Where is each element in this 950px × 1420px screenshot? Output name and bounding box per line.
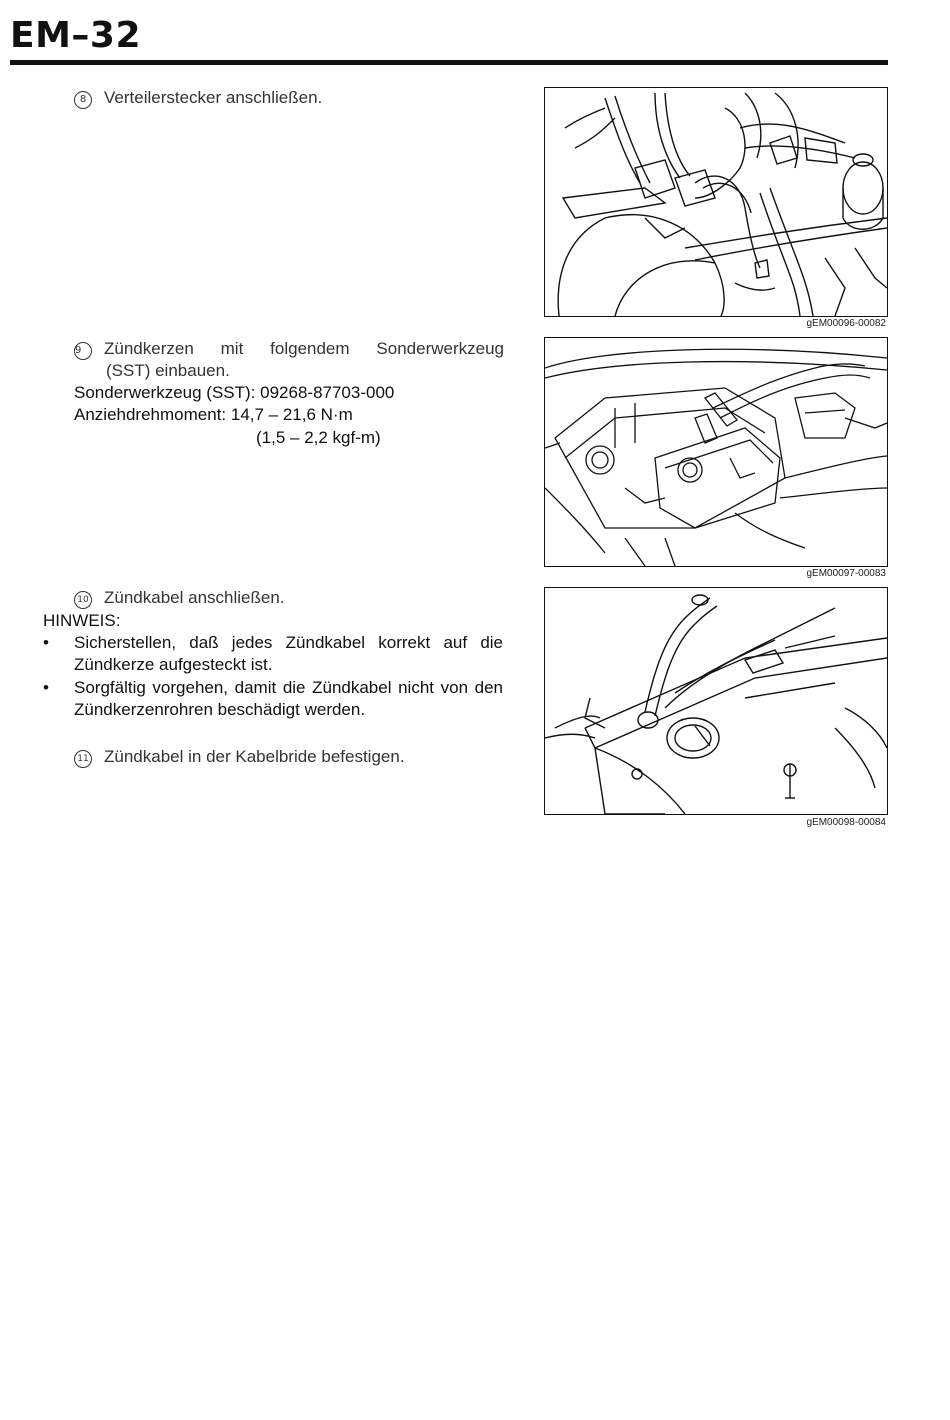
note-item xyxy=(43,632,503,676)
step-text: Verteilerstecker anschließen. xyxy=(104,88,323,107)
step-number: 11 xyxy=(74,750,92,768)
bullet-icon: • xyxy=(43,633,49,652)
note-text: Sorgfältig vorgehen, damit die Zündkabel nicht von den Zündkerzenrohren beschädigt werden. xyxy=(74,678,503,719)
figure-ignition-cable xyxy=(544,587,888,815)
step-number: 8 xyxy=(74,91,92,109)
step-11 xyxy=(74,746,504,768)
step-number: 9 xyxy=(74,342,92,360)
step-text-line1: Zündkerzen mit folgendem Sonderwerkzeug xyxy=(104,339,504,358)
torque-spec-alt: (1,5 – 2,2 kgf-m) xyxy=(256,428,381,447)
bullet-icon: • xyxy=(43,678,49,697)
engine-illustration-1 xyxy=(545,88,887,316)
step-text: Zündkabel anschließen. xyxy=(104,588,285,607)
engine-illustration-3 xyxy=(545,588,887,814)
figure-spark-plug-install xyxy=(544,337,888,567)
figure-caption: gEM00098-00084 xyxy=(806,817,886,828)
figure-caption: gEM00096-00082 xyxy=(806,318,886,329)
step-10 xyxy=(74,587,504,609)
page-header xyxy=(10,14,888,65)
torque-spec: Anziehdrehmoment: 14,7 – 21,6 N·m xyxy=(74,405,353,424)
step-8 xyxy=(74,87,504,109)
step-number: 10 xyxy=(74,591,92,609)
step-text: Zündkabel in der Kabelbride befestigen. xyxy=(104,747,405,766)
step-text-line2: (SST) einbauen. xyxy=(106,361,230,380)
step-9 xyxy=(74,338,504,382)
figure-distributor-connector xyxy=(544,87,888,317)
note-item xyxy=(43,677,503,721)
sst-spec: Sonderwerkzeug (SST): 09268-87703-000 xyxy=(74,383,395,402)
figure-caption: gEM00097-00083 xyxy=(806,568,886,579)
note-heading: HINWEIS: xyxy=(43,611,121,630)
note-text: Sicherstellen, daß jedes Zündkabel korrekt auf die Zündkerze aufgesteckt ist. xyxy=(74,633,503,674)
header-rule xyxy=(10,60,888,65)
page-code: EM–32 xyxy=(10,15,142,56)
engine-illustration-2 xyxy=(545,338,887,566)
